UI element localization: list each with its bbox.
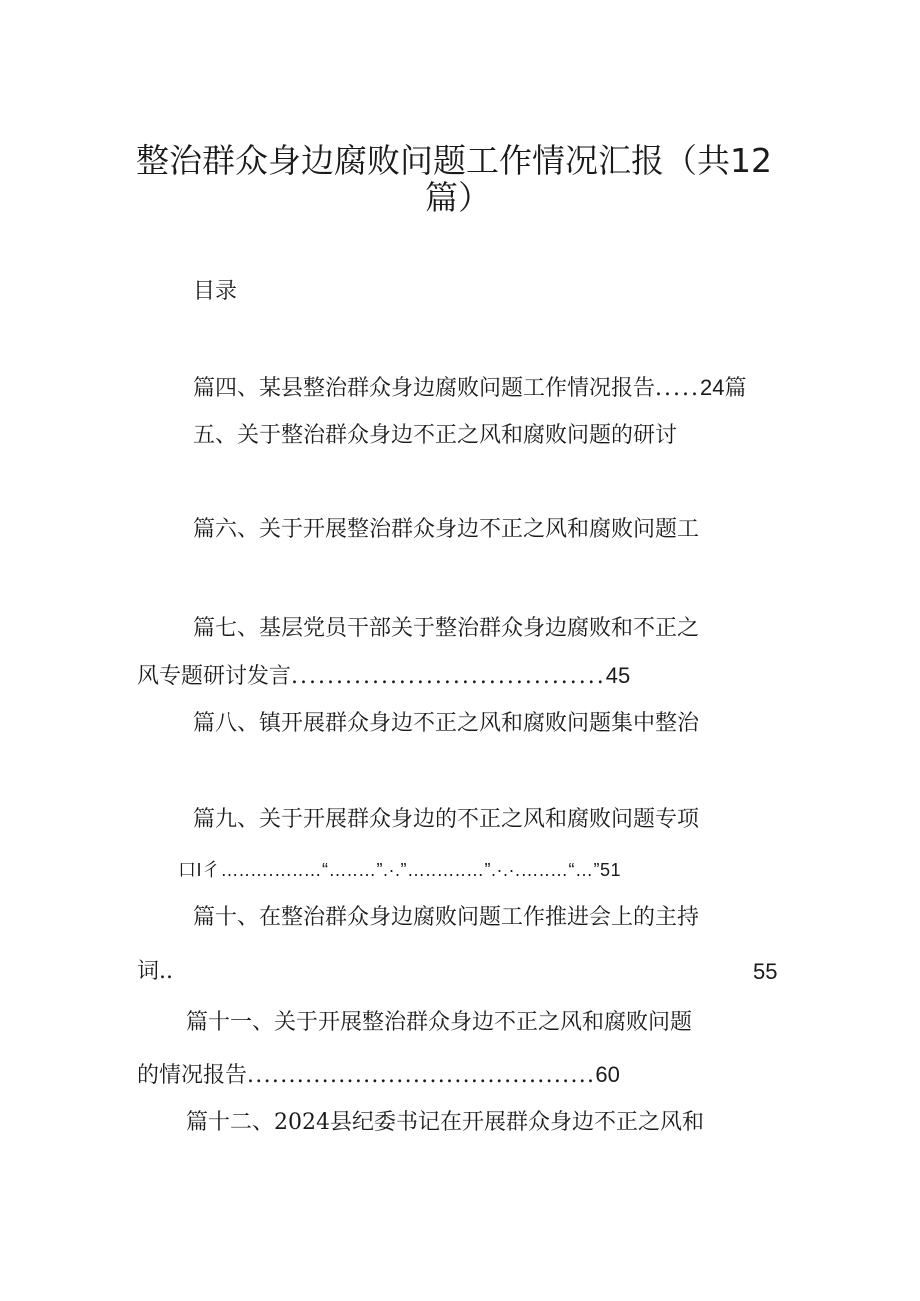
toc-entry-11-cont [137, 1060, 620, 1091]
toc-entry-12: 篇十二、2024县纪委书记在开展群众身边不正之风和 [186, 1110, 704, 1135]
toc-entry-7-leader: ................................... [291, 664, 606, 689]
toc-entry-7-cont [137, 661, 630, 692]
toc-entry-10: 篇十、在整治群众身边腐败问题工作推进会上的主持 [193, 905, 700, 930]
document-title-line-2: 篇） [425, 178, 491, 217]
toc-entry-11-text: 的情况报告 [137, 1063, 248, 1088]
toc-entry-8: 篇八、镇开展群众身边不正之风和腐败问题集中整治 [193, 711, 700, 736]
toc-entry-6: 篇六、关于开展整治群众身边不正之风和腐败问题工 [193, 517, 700, 542]
toc-entry-7-page: 45 [605, 663, 631, 688]
document-title-line-1: 整治群众身边腐败问题工作情况汇报（共12 [136, 141, 772, 180]
toc-entry-7-text: 风专题研讨发言 [137, 664, 292, 689]
toc-entry-11-page: 60 [595, 1062, 620, 1087]
toc-entry-4-leader: ..... [655, 376, 700, 401]
toc-entry-9-garbled-leader: 口I彳…..….…..…“…..…”.·.”…..…..…”.·.·.…..…“…”51 [178, 860, 621, 880]
toc-entry-11: 篇十一、关于开展整治群众身边不正之风和腐败问题 [186, 1010, 693, 1035]
toc-entry-4-text: 篇四、某县整治群众身边腐败问题工作情况报告 [193, 376, 656, 401]
toc-entry-5: 五、关于整治群众身边不正之风和腐败问题的研讨 [193, 423, 678, 448]
toc-entry-10-page: 55 [753, 959, 778, 984]
toc-entry-7: 篇七、基层党员干部关于整治群众身边腐败和不正之 [193, 616, 700, 641]
toc-entry-9: 篇九、关于开展群众身边的不正之风和腐败问题专项 [193, 807, 700, 832]
toc-entry-11-leader: .......................................... [247, 1063, 596, 1088]
toc-entry-4-page: 24篇 [699, 375, 747, 400]
toc-entry-10-text: 词.. [137, 959, 173, 984]
toc-heading: 目录 [193, 279, 238, 304]
toc-entry-4 [193, 373, 746, 404]
